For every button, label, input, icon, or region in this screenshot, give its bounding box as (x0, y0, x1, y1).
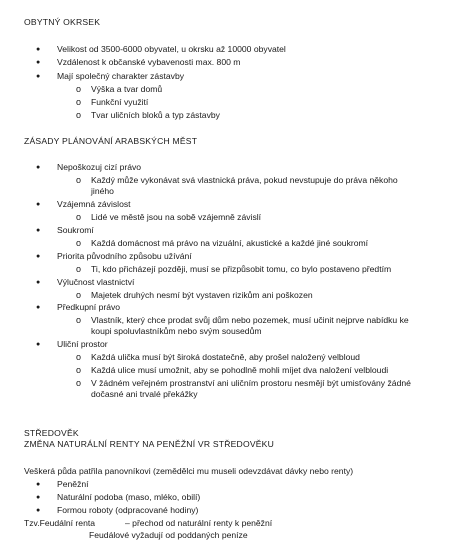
sub-list-item-text: V žádném veřejném prostranství ani uličním prostoru nesmějí být umisťovány žádné (91, 378, 411, 388)
sub-bullet-icon: o (76, 97, 82, 107)
list-item-text: Výlučnost vlastnictví (57, 277, 135, 287)
sub-bullet-icon: o (76, 352, 82, 362)
sub-bullet-icon: o (76, 84, 82, 94)
list-item-text: Mají společný charakter zástavby (57, 71, 185, 81)
sub-list-item-text-continued: jiného (91, 186, 114, 196)
sub-bullet-icon: o (76, 378, 82, 388)
bullet-icon: ● (36, 304, 41, 311)
list-item-text: Předkupní právo (57, 302, 121, 312)
section-heading-zasady: ZÁSADY PLÁNOVÁNÍ ARABSKÝCH MĚST (24, 136, 198, 146)
sub-list-item-text: Každá domácnost má právo na vizuální, akustické a každé jiné soukromí (91, 238, 369, 248)
list-item-text: Nepoškozuj cizí právo (57, 162, 142, 172)
sub-list-item-text: Výška a tvar domů (91, 84, 163, 94)
list-item-text: Uliční prostor (57, 339, 108, 349)
rent-definition-continued: Feudálové vyžadují od poddaných peníze (89, 530, 248, 540)
sub-list-item-text-continued: koupi spoluvlastníkům nebo svým sousedům (91, 326, 262, 336)
list-item-text: Formou roboty (odpracované hodiny) (57, 505, 199, 515)
sub-list-item-text: Každá ulice musí umožnit, aby se pohodlně mohli míjet dva naložení velbloudi (91, 365, 389, 375)
sub-bullet-icon: o (76, 264, 82, 274)
sub-list-item-text: Vlastník, který chce prodat svůj dům nebo pozemek, musí učinit nejprve nabídku ke (91, 315, 409, 325)
sub-bullet-icon: o (76, 315, 82, 325)
sub-bullet-icon: o (76, 110, 82, 120)
section-heading-stredovek: STŘEDOVĚK (24, 428, 79, 438)
sub-list-item-text: Ti, kdo přicházejí později, musí se přizpůsobit tomu, co bylo postaveno předtím (91, 264, 392, 274)
sub-list-item-text: Lidé ve městě jsou na sobě vzájemně závislí (91, 212, 262, 222)
sub-bullet-icon: o (76, 365, 82, 375)
bullet-icon: ● (36, 279, 41, 286)
bullet-icon: ● (36, 253, 41, 260)
rent-label: Tzv.Feudální renta (24, 518, 96, 528)
sub-bullet-icon: o (76, 238, 82, 248)
bullet-icon: ● (36, 164, 41, 171)
sub-list-item-text: Každý může vykonávat svá vlastnická práva, pokud nevstupuje do práva někoho (91, 175, 398, 185)
section-heading-obytny-okrsek: OBYTNÝ OKRSEK (24, 17, 101, 27)
bullet-icon: ● (36, 494, 41, 501)
section-subheading-renta: ZMĚNA NATURÁLNÍ RENTY NA PENĚŽNÍ VR STŘEDOVĚKU (24, 439, 275, 449)
list-item-text: Velikost od 3500-6000 obyvatel, u okrsku až 10000 obyvatel (57, 44, 286, 54)
list-item-text: Vzdálenost k občanské vybavenosti max. 800 m (57, 57, 241, 67)
bullet-icon: ● (36, 201, 41, 208)
sub-list-item-text: Funkční využití (91, 97, 149, 107)
list-item-text: Priorita původního způsobu užívání (57, 251, 192, 261)
list-item-text: Soukromí (57, 225, 94, 235)
sub-bullet-icon: o (76, 175, 82, 185)
sub-list-item-text: Tvar uličních bloků a typ zástavby (91, 110, 220, 120)
sub-bullet-icon: o (76, 212, 82, 222)
sub-list-item-text: Každá ulička musí být široká dostatečně, aby prošel naložený velbloud (91, 352, 360, 362)
bullet-icon: ● (36, 507, 41, 514)
list-item-text: Naturální podoba (maso, mléko, obilí) (57, 492, 201, 502)
bullet-icon: ● (36, 227, 41, 234)
sub-bullet-icon: o (76, 290, 82, 300)
list-item-text: Vzájemná závislost (57, 199, 131, 209)
rent-definition: – přechod od naturální renty k peněžní (125, 518, 273, 528)
sub-list-item-text: Majetek druhých nesmí být vystaven rizikům ani poškozen (91, 290, 313, 300)
bullet-icon: ● (36, 341, 41, 348)
bullet-icon: ● (36, 59, 41, 66)
list-item-text: Peněžní (57, 479, 89, 489)
bullet-icon: ● (36, 481, 41, 488)
bullet-icon: ● (36, 46, 41, 53)
sub-list-item-text-continued: dočasné ani trvalé překážky (91, 389, 198, 399)
bullet-icon: ● (36, 73, 41, 80)
intro-paragraph: Veškerá půda patřila panovníkovi (zemědělci mu museli odevzdávat dávky nebo renty) (24, 466, 354, 476)
